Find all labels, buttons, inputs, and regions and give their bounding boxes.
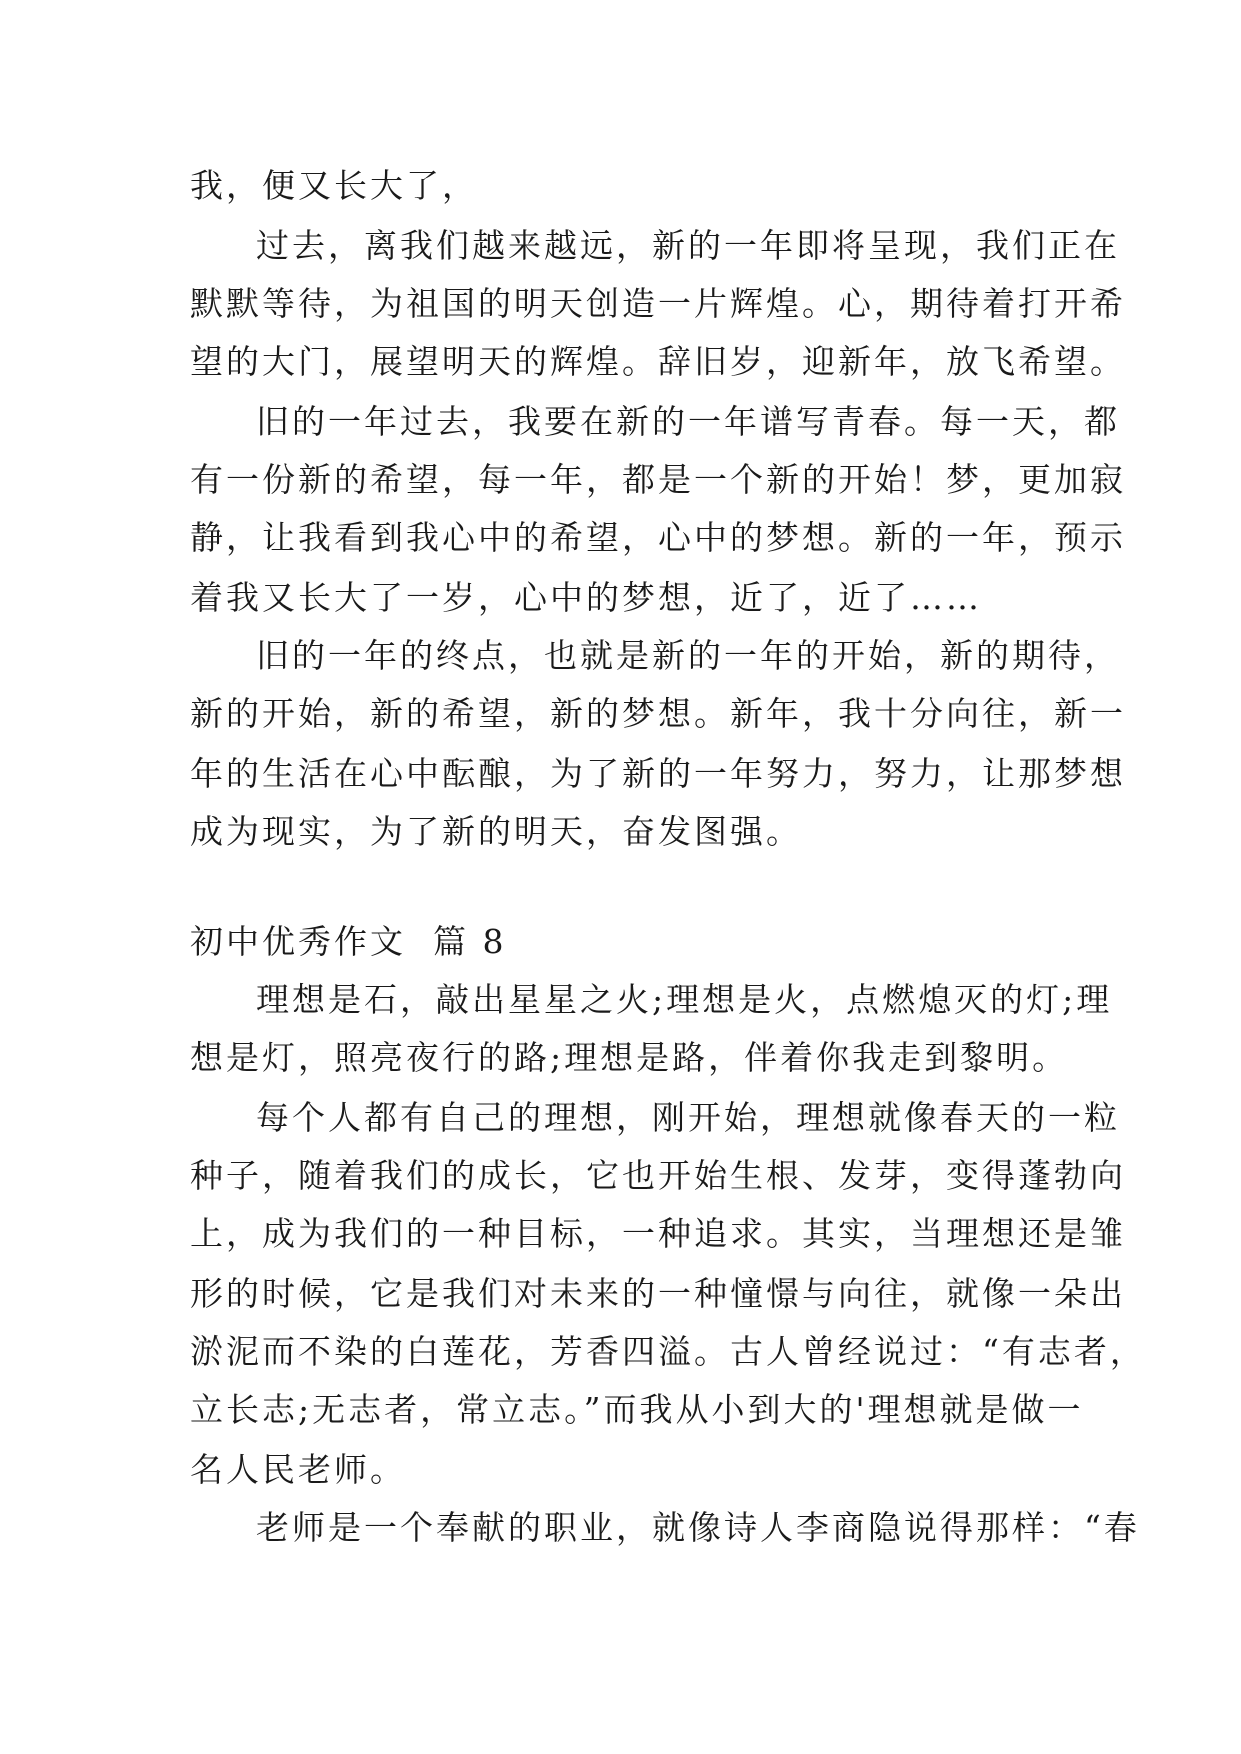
- text-line: 我，便又长大了，: [190, 166, 478, 205]
- section-heading: 初中优秀作文 篇 8: [190, 922, 507, 961]
- text-line: 望的大门，展望明天的辉煌。辞旧岁，迎新年，放飞希望。: [190, 342, 1126, 381]
- paragraph-start-line: 老师是一个奉献的职业，就像诗人李商隐说得那样：“春: [256, 1508, 1140, 1547]
- text-line: 着我又长大了一岁，心中的梦想，近了，近了……: [190, 578, 982, 617]
- text-line: 想是灯，照亮夜行的路;理想是路，伴着你我走到黎明。: [190, 1038, 1069, 1077]
- text-line: 新的开始，新的希望，新的梦想。新年，我十分向往，新一: [190, 694, 1126, 733]
- text-line: 静，让我看到我心中的希望，心中的梦想。新的一年，预示: [190, 518, 1126, 557]
- text-line: 年的生活在心中酝酿，为了新的一年努力，努力，让那梦想: [190, 754, 1126, 793]
- paragraph-start-line: 旧的一年过去，我要在新的一年谱写青春。每一天，都: [256, 402, 1120, 441]
- text-line: 上，成为我们的一种目标，一种追求。其实，当理想还是雏: [190, 1214, 1126, 1253]
- paragraph-start-line: 每个人都有自己的理想，刚开始，理想就像春天的一粒: [256, 1098, 1120, 1137]
- paragraph-start-line: 过去，离我们越来越远，新的一年即将呈现，我们正在: [256, 226, 1120, 265]
- text-line: 淤泥而不染的白莲花，芳香四溢。古人曾经说过：“有志者，: [190, 1332, 1146, 1371]
- text-line: 种子，随着我们的成长，它也开始生根、发芽，变得蓬勃向: [190, 1156, 1126, 1195]
- text-line: 立长志;无志者，常立志。”而我从小到大的'理想就是做一: [190, 1390, 1084, 1429]
- text-line: 成为现实，为了新的明天，奋发图强。: [190, 812, 802, 851]
- paragraph-start-line: 旧的一年的终点，也就是新的一年的开始，新的期待，: [256, 636, 1120, 675]
- paragraph-start-line: 理想是石，敲出星星之火;理想是火，点燃熄灭的灯;理: [256, 980, 1113, 1019]
- text-line: 默默等待，为祖国的明天创造一片辉煌。心，期待着打开希: [190, 284, 1126, 323]
- text-line: 形的时候，它是我们对未来的一种憧憬与向往，就像一朵出: [190, 1274, 1126, 1313]
- text-line: 有一份新的希望，每一年，都是一个新的开始！梦，更加寂: [190, 460, 1126, 499]
- text-line: 名人民老师。: [190, 1450, 406, 1489]
